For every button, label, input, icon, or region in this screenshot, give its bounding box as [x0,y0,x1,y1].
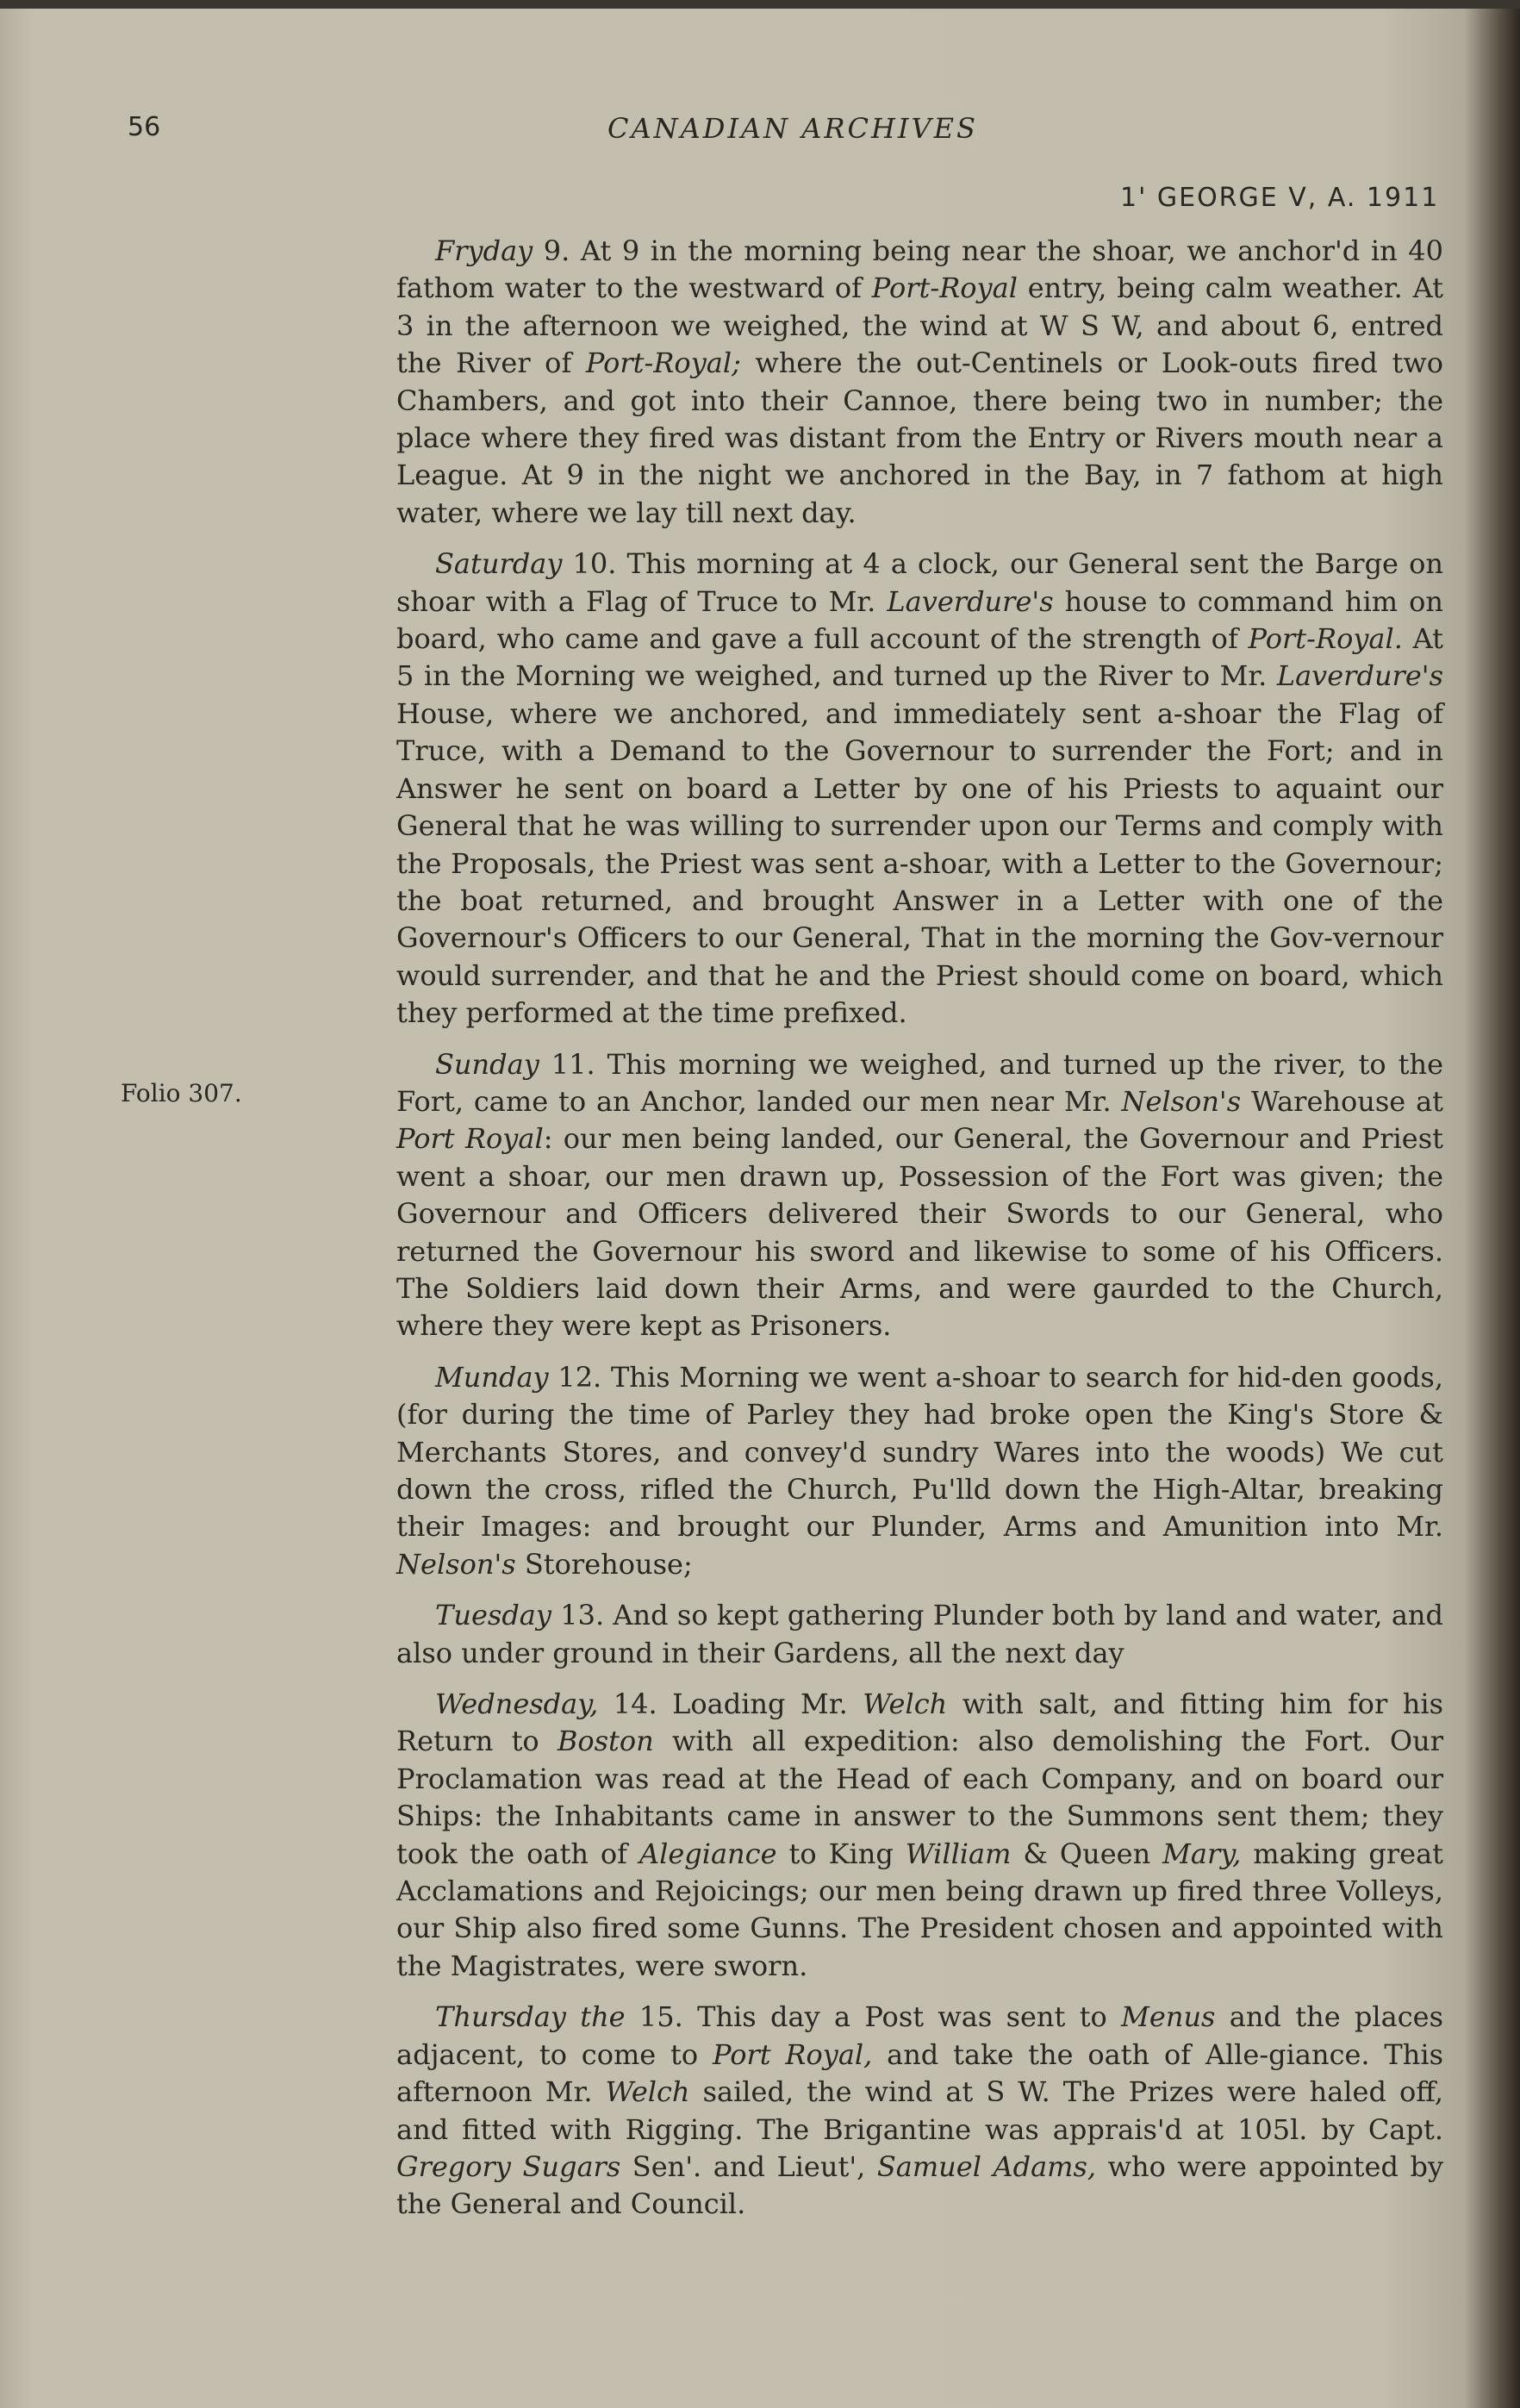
place-name: Port-Royal; [585,346,741,380]
person-name: Mary, [1162,1837,1242,1870]
day-label: Wednesday, [435,1687,599,1721]
entry-text: House, where we anchored, and immediately sent a-shoar the Flag of Truce, with a Demand to the Governour to surrender the Fort; and in Answer he sent on board a Letter by one of his Priests to aquaint our General that he was willing to surrender upon our Terms and comply with the Proposals, the Priest was sent a-shoar, with a Letter to the Governour; the boat returned, and brought Answer in a Letter with one of the Governour's Officers to our General, That in the morning the Gov-vernour would surrender, and that he and the Priest should come on board, which they performed at the time prefixed. [396,696,1443,1030]
entry-text: 9. At 9 in the morning being near the shoar, we anchor'd in 40 fathom water to the westward of [396,234,1443,305]
person-name: Gregory Sugars [396,2149,621,2183]
entry-text: 13. And so kept gathering Plunder both by land and water, and also under ground in their Gardens, all the next day [396,1599,1443,1669]
person-name: Nelson's [396,1547,516,1581]
day-label: Sunday [435,1047,539,1081]
entry-text: sailed, the wind at S W. The Prizes were haled off, and fitted with Rigging. The Brigantine was apprais'd at 105l. by Capt. [396,2075,1443,2146]
page-number: 56 [128,112,161,142]
place-name: Boston [557,1725,654,1758]
scan-edge [0,0,1520,9]
entry-text: 12. This Morning we went a-shoar to search for hid-den goods, (for during the time of Parley they had broke open the King's Store & Merchants Stores, and convey'd sundry Wares into the woods) We cut down the cross, rifled the Church, Pu'lld down the High-Altar, breaking their Images: and brought our Plunder, Arms and Amunition into Mr. [396,1360,1443,1544]
person-name: Samuel Adams, [876,2149,1097,2183]
entry-text: house to command him on board, who came and gave a full account of the strength of [396,584,1444,656]
person-name: Nelson's [1121,1084,1242,1118]
body-text [396,233,1443,2237]
day-label: Saturday [435,547,563,581]
session-header: 1' GEORGE V, A. 1911 [1120,183,1440,213]
running-title: CANADIAN ARCHIVES [607,112,978,145]
entry-text: 11. This morning we weighed, and turned up the river, to the Fort, came to an Anchor, landed our men near Mr. [396,1047,1443,1118]
entry-friday [396,233,1443,532]
entry-thursday [396,1999,1443,2223]
person-name: Welch [863,1687,948,1721]
entry-text: 14. Loading Mr. [598,1687,863,1721]
place-name: Port-Royal. [1248,622,1403,656]
entry-text: : our men being landed, our General, the Governour and Priest went a shoar, our men drawn up, Possession of the Fort was given; the Governour and Officers delivered their Swords to our General, who returned the Governour his sword and likewise to some of his Officers. The Soldiers laid down their Arms, and were gaurded to the Church, where they were kept as Prisoners. [396,1122,1444,1343]
emphasized-term: Alegiance [639,1837,777,1870]
entry-text: with all expedition: also demolishing the Fort. Our Proclamation was read at the Head of each Company, and on board our Ships: the Inhabitants came in answer to the Summons sent them; they took the oath of [396,1725,1443,1870]
entry-saturday [396,546,1443,1032]
folio-margin-note: Folio 307. [121,1079,242,1107]
entry-text: Sen'. and Lieut', [620,2149,877,2183]
place-name: Port Royal, [712,2037,873,2071]
entry-text: At 5 in the Morning we weighed, and turned up the River to Mr. [396,622,1444,693]
day-label: Tuesday [435,1599,551,1632]
place-name: Port-Royal [871,271,1018,305]
person-name: Laverdure's [1276,659,1443,693]
entry-text: 10. This morning at 4 a clock, our General sent the Barge on shoar with a Flag of Truce to Mr. [396,547,1443,618]
entry-text: and the places adjacent, to come to [396,2000,1444,2071]
entry-text: and take the oath of Alle-giance. This afternoon Mr. [396,2037,1444,2109]
entry-text: who were appointed by the General and Council. [396,2149,1444,2221]
place-name: Port Royal [396,1122,544,1156]
entry-sunday [396,1046,1443,1345]
entry-text: Storehouse; [515,1547,693,1581]
place-name: Menus [1121,2000,1216,2034]
entry-text: where the out-Centinels or Look-outs fired two Chambers, and got into their Cannoe, there being two in number; the place where they fired was distant from the Entry or Rivers mouth near a League. At 9 in the night we anchored in the Bay, in 7 fathom at high water, where we lay till next day. [396,346,1444,529]
day-label: Fryday [435,234,533,267]
day-label: Munday [435,1360,549,1394]
entry-monday [396,1359,1443,1583]
person-name: William [905,1837,1012,1870]
entry-wednesday [396,1686,1443,1985]
person-name: Laverdure's [887,584,1054,618]
entry-text: 15. This day a Post was sent to [625,2000,1122,2034]
entry-text: entry, being calm weather. At 3 in the afternoon we weighed, the wind at W S W, and about 6, entred the River of [396,271,1444,380]
entry-tuesday [396,1597,1443,1672]
entry-text: & Queen [1011,1837,1163,1870]
entry-text: to King [776,1837,906,1870]
day-label: Thursday the [435,2000,626,2034]
person-name: Welch [605,2075,690,2109]
entry-text: Warehouse at [1241,1084,1444,1118]
entry-text: making great Acclamations and Rejoicings; our men being drawn up fired three Volleys, our Ship also fired some Gunns. The President chosen and appointed with the Magistrates, were sworn. [396,1837,1444,1982]
entry-text: with salt, and fitting him for his Return to [396,1687,1444,1758]
